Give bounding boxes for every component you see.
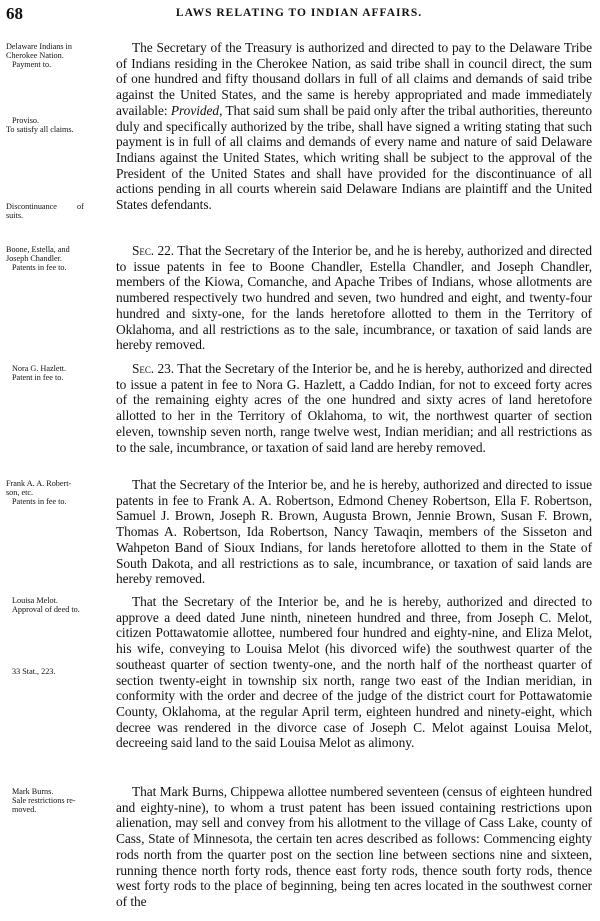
- paragraph-section-23: [116, 361, 592, 455]
- sidenote-line: Frank A. A. Robert-: [6, 479, 72, 488]
- sidenote-burns: [6, 787, 112, 814]
- paragraph-burns-sale: [116, 784, 592, 910]
- paragraph-section-22: [116, 243, 592, 353]
- sidenote-line: Proviso.: [12, 116, 40, 125]
- sidenote-line: Approval of deed to.: [12, 605, 80, 614]
- paragraph-robertson-patents: [116, 477, 592, 587]
- sidenote-line: Mark Burns.: [12, 787, 54, 796]
- sidenote-line: moved.: [12, 805, 37, 814]
- sidenote-line: son, etc.: [6, 488, 34, 497]
- paragraph-text: That the Secretary of the Interior be, and he is hereby, authorized and directed to issue patents in fee to Boone Chandler, Estella Chandler, and Joseph Chandler, members of the Kiowa, Comanche, and Apache Tribes of Indians, whose allotments are numbered respectively two hundred and seven, two hundred and eight, and twenty-four hundred and sixty-one, for the lands heretofore allotted to them in the Territory of Oklahoma, and all restrictions as to the sale, incumbrance, or taxation of said lands are hereby removed.: [116, 243, 592, 353]
- paragraph-delaware-payment: [116, 40, 592, 213]
- sidenote-discontinuance: [6, 202, 112, 220]
- page-number: 68: [6, 4, 23, 23]
- paragraph-text: That the Secretary of the Interior be, and he is hereby, authorized and directed to approve a deed dated June ninth, nineteen hundred and three, from Joseph C. Melot, citizen Pottawatomie allottee, numbered four hundred and eighty-nine, and Eliza Melot, his wife, conveying to Louisa Melot (his divorced wife) the southwest quarter of the southeast quarter of section twenty-one, and the north half of the northeast quarter of section twenty-eight in township six north, range two east of the Indian meridian, in conformity with the order and decree of the judge of the district court for Pottawatomie County, Oklahoma, at the regular April term, eighteen hundred and ninety-eight, which decree was rendered in the divorce case of Joseph C. Melot against Louisa Melot, decreeing said land to the said Louisa Melot as alimony.: [116, 594, 592, 751]
- sidenote-line: Cherokee Nation.: [6, 51, 64, 60]
- sidenote-line: Discontinuance of: [6, 202, 84, 211]
- sidenote-chandler: [6, 245, 112, 272]
- sidenote-line: Sale restrictions re-: [12, 796, 76, 805]
- sidenote-delaware-indians: [6, 42, 112, 69]
- sidenote-line: Nora G. Hazlett.: [12, 364, 67, 373]
- running-title: LAWS RELATING TO INDIAN AFFAIRS.: [175, 7, 423, 19]
- section-number: Sec. 22.: [132, 243, 175, 258]
- sidenote-robertson: [6, 479, 112, 506]
- sidenote-line: Patent in fee to.: [12, 373, 64, 382]
- sidenote-line: Patents in fee to.: [12, 263, 67, 272]
- page-header: [6, 4, 592, 24]
- sidenote-line: 33 Stat., 223.: [12, 667, 56, 676]
- paragraph-text: The Secretary of the Treasury is authorized and directed to pay to the Delaware Tribe of Indians residing in the Cherokee Nation, as said tribe shall in council direct, the sum of one hundred and fifty thousand dollars in full of all claims and demands of said tribe against the United States, and the same is hereby appropriated and made immediately available: Provided, That said sum shall be paid only after the tribal authorities, thereunto duly and specifically authorized by the tribe, shall have signed a writing stating that such payment is in full of all claims and demands of every name and nature of said Delaware Indians against the United States, which writing shall be subject to the approval of the President of the United States and shall have provided for the discontinuance of all actions pending in all courts wherein said Delaware Indians are plaintiff and the United States defendants.: [116, 40, 592, 213]
- sidenote-line: Payment to.: [12, 60, 52, 69]
- paragraph-melot-deed: [116, 594, 592, 751]
- sidenote-line: To satisfy all claims.: [6, 125, 74, 134]
- section-number: Sec. 23.: [132, 361, 175, 376]
- sidenote-proviso: [6, 116, 112, 134]
- sidenote-statute: [6, 667, 112, 676]
- sidenote-hazlett: [6, 364, 112, 382]
- sidenote-melot: [6, 596, 112, 614]
- sidenote-line: Boone, Estella, and: [6, 245, 70, 254]
- paragraph-text: That the Secretary of the Interior be, and he is hereby, authorized and directed to issue patents in fee to Frank A. A. Robertson, Edmond Cheney Robertson, Ella F. Robertson, Samuel J. Brown, Joseph R. Brown, Augusta Brown, Jennie Brown, Susan F. Brown, Thomas A. Robertson, Ida Robertson, Nancy Tawaqin, members of the Sisseton and Wahpeton Band of Sioux Indians, for lands heretofore allotted to them in the State of South Dakota, and all restrictions as to sale, incumbrance, or taxation of said lands are hereby removed.: [116, 477, 592, 587]
- sidenote-line: suits.: [6, 211, 24, 220]
- proviso-word: Provided: [170, 102, 220, 118]
- paragraph-text: That Mark Burns, Chippewa allottee numbered seventeen (census of eighteen hundred and eighty-nine), to whom a trust patent has been issued containing restrictions upon alienation, may sell and convey from his allotment to the village of Cass Lake, county of Cass, State of Minnesota, the certain ten acres described as follows: Commencing eighty rods north from the quarter post on the section line between sections nine and sixteen, running thence north forty rods, thence east forty rods, thence south forty rods, thence west forty rods to the place of beginning, being ten acres located in the southwest corner of the: [116, 784, 592, 909]
- sidenote-line: Joseph Chandler.: [6, 254, 62, 263]
- sidenote-line: Louisa Melot.: [12, 596, 58, 605]
- paragraph-text: That the Secretary of the Interior be, and he is hereby, authorized and directed to issue a patent in fee to Nora G. Hazlett, a Caddo Indian, for not to exceed forty acres of the remaining eighty acres of the one hundred and sixty acres of land heretofore allotted to her in the Territory of Oklahoma, to wit, the northwest quarter of section eleven, township seven north, range twelve west, Indian meridian; and all restrictions as to the sale, incumbrance, or taxation of said land are hereby removed.: [116, 361, 592, 455]
- sidenote-line: Delaware Indians in: [6, 42, 72, 51]
- sidenote-line: Patents in fee to.: [12, 497, 67, 506]
